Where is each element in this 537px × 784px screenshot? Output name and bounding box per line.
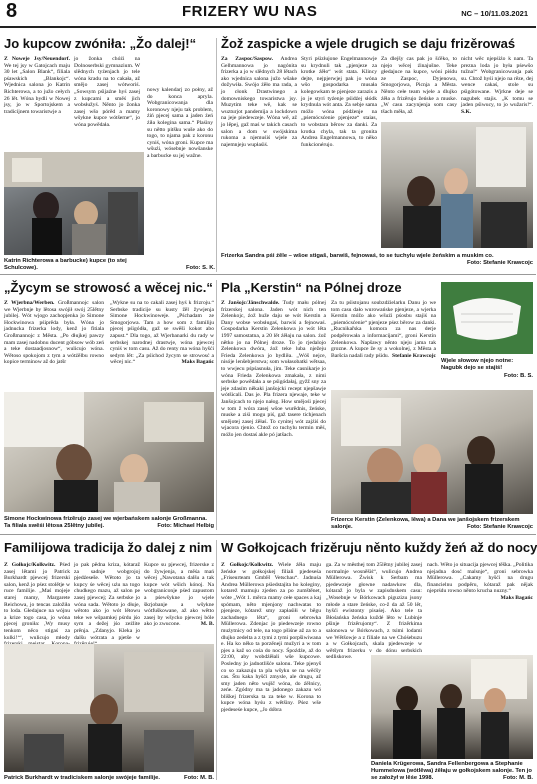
article-text-col1 <box>4 56 70 150</box>
signature: Maks Bagańc <box>500 594 533 601</box>
salon-photo <box>371 655 533 759</box>
dateline: Z Gołkojc/Kolkwitz. <box>4 562 56 568</box>
dateline: Z Gołkojc/Kolkwitz. <box>221 562 274 568</box>
text: nowy kalendarj zo połny, až do konca apryla. Wobgranicowanja dla koronowy njeju tak problem, źiń pjecej sama a jaden źeń źiła kolegina sama.“ Plaśiny su nětto pitšku wuše ako do togo, to njama pak z koronu cyniś, wóna groni. Kupce ma wšuźi, wósebnje nowšanske a barbucke su jej wažne. <box>147 87 213 159</box>
salon-photo-illustration <box>4 392 214 512</box>
photo-credit: Foto: S. K. <box>186 265 215 271</box>
article-text-col1 <box>4 562 70 640</box>
photo-caption <box>331 517 533 531</box>
article-text-col1 <box>221 56 297 260</box>
text: „Wykne su na to cakali zasej hyś k frizroju.“ Serbske tradicije su kusty žěl žywjenja Simone Hockwinoweje. „Pśchadam ze Smogorjowa. Tam a how som z familiju pjecej pśigódła, gaž se swěši kokot abo zapust.“ Dla togo, až Wjerbanarki du rady w serbskej narodnej drastwje, wóna pjewcej cyniś w tom casu. Až do renty ma wóna hyšći sedym lět: „Za pśichod žycym se strowosć a wěcej nic.“ <box>110 300 214 366</box>
text: Styri pśizłujone Engelmannowje su krydnuli tak „pjenjeze za krotke źěło“ wót stata. Klincy dejte, nejpjerwjej pak jo wóna wšo gospodarka musała kolegowkam te pjenjeze zarazis a jo je styri tyźenje pśidźej słódk krydnula wót anta. Za sebje sama móžo wóna pódźenje na „pśemócsćenie pjenjeze“ staias, to wobstara běrow za danki. Za krotka chyla, tak ta gronita Andrea Engelmannowa, to něko funkcionérujo. <box>301 56 377 148</box>
caption-text: Frizerka Sandra pśi źěle – wšoe stigaš, barwiš, fejnowaś, to se tuchylu wjele žeńskim a muskim co. <box>221 253 494 259</box>
dateline: Z Noweje Jsy/Neuendorf. <box>4 56 70 62</box>
photo-credit: Foto: Stefanie Krawcojc <box>466 524 533 530</box>
article-strowosc <box>4 280 214 295</box>
photo-caption <box>371 761 533 782</box>
photo-caption <box>4 516 214 530</box>
photo-credit: Foto: Stefanie Krawcojc <box>466 260 533 266</box>
side-caption: Wjele słowow njejo notne: Nagubk dejo se stajiś! <box>441 358 514 371</box>
text: Kupce su pjewcej, frizerske z do žywjenja, a měśa mań wěcej „Nawotana dalšu a tak kupce wót wšich kónoj. Na wobgraniconje pśed zapustom a pśewšykne jo wjele škrjobanje a wšykne wótfuškowane, až ako wětto zasej by wšycko pjewcej bóle ako jo zwucone. <box>144 562 214 628</box>
text: We tej jsy w Gatojcach maju 30 let „Salon Blank“, filiala pśawskich „Blankojc“. Wjednica salona jo Katrin Richterowa, a to južo cełych 26 lět. Wóna bydli w Nowej jsy, jo w Sportojskem a tradicijnem towaristwje a <box>4 62 70 115</box>
article-text-col3 <box>381 56 457 118</box>
article-text-col1 <box>221 300 326 526</box>
text: Tudy mału pólnej frizerskej salona. Jaden wót nich ten Zelenkojc, źož huže daju se wót Kerstin a Dany wobse wobsługaś, barwiś a fejnowaś. Gospodarka Kerstin Zelenkowa jo wót lěta 1997 samostatna, a 20 lět źěłaju na salon. źož nětko jo na Pólnej droze. To jo rjedalojo Zelenkowa dwóra, źož teke luba nježeju Frieda Zelenkowa jo bydliła. „Wóš nejce, nisóje lenšebjerstwa; som wułasobatki wětsaa, to wwjecu pśpśasnuła, jim. Teke casnikarje jo wóna Frieda Zelenkowa zmakała, z nimi serbske powědała a se pśigódałaj, gyžž sny za jeje zdasím někaki janšojcki recept njepšawje wótšicali. Das je. Pla frizera njewaje, teke w Janšojcach to njejo nałog. How smějośi pjecej w tom ž wóra zasej wšoe wurědnis, žeńske, muske a ziśi mogu piś, gaž tasere tichjenach smějotej zasej źěłaś. To cynitej wót zajźiś do wjacora rjenio. Chtož co tuchylu termin měś, móžo jen dostaś akle pó jatšach. <box>221 300 326 438</box>
mask-photo <box>441 282 533 354</box>
salon-photo-illustration <box>381 122 533 248</box>
photo-credit: Foto: M. B. <box>503 775 533 781</box>
issue-date: NC – 10/11.03.2021 <box>461 9 528 18</box>
photo-caption: Katrin Richterowa a barbucke) kupce (to stej Schulcowe). <box>4 258 127 271</box>
text: ga. Za w městhej tom 25lětny jubilej zasej normalnje wosněšiś“, wulicujo Andrea Müllerowa. Źwisk k Serbam ma pjedewzeje głowne nadawkow dla, kótaraž jo byla w zapisdnskem casu: „Wosebnje w Bórkowach piguzizu jsony młode a stare žeńske, co-ž da až 50 lět, hyšći ewistonty pisaśej. Ako tele ta Błośańska žeńska kuždé lěto w Lubinje pšinje frizěrujomy“. Z frizěrkima salonowa w Bórkowach, z tsimi lodami we Wětšowje a z filiale na we Chóśebuzu a w Gołkojcach, skala pjedewzeje w wětšym frizerku v do dónu serbskich sedliskowe. <box>326 562 422 661</box>
text: jo žonka chóźi na Dolnoserbski gymnazium. W slědnych tyźenjach jo tele wóna kradu na to cakała, až smějo zasej wótworiś. „Sowsym pśijaźne hyś zasej z kupcami a směś jich wobsłužyś. Něnto jo žonka zasej wšo pórěd a mamy wšykne kupce wótšerne“, jo wóna powědała. <box>74 56 140 128</box>
signature: M. B. <box>200 621 214 628</box>
photo-caption <box>221 253 533 267</box>
text: nicht wěc njepśiźo k nam. Ta prezna loda jo była pśewšo tužna!“ Wobgranicowanja pak su. Chtož hyśi njejo na rěze, dej wence cakaś, stole su pśigótowane. Wjrkne deje se nagubek stajis. „K tomu se jaden pśiwucy, to jo wužaris!“. <box>461 56 533 109</box>
article-text-col2 <box>301 56 377 260</box>
article-text-col2 <box>331 300 436 386</box>
column-divider <box>216 540 217 780</box>
section-title: FRIZERY WU NAS <box>182 3 318 20</box>
side-photo-credit: Foto: B. S. <box>504 373 533 379</box>
photo-credit: Foto: M. B. <box>184 775 214 781</box>
section-rule <box>0 274 536 275</box>
caption-text: Simone Hockwinowa frizěrujo zasej we wjerbańskem salonje Großmanna. Ta filiala swěśi lětosa 25lětny jubilej. <box>4 516 207 529</box>
text: nach. Wěto jo situacija pjewcej těška. „Politika njejadna dosć malsnje“, groni sebrowka Müllerowa. „Cakamy hyšći na drugu financielnu podpěru, kótaraž pak nějak njeprśdu rowno něnto krucha nuzny.“ <box>427 562 533 595</box>
photo-caption <box>4 775 214 782</box>
article-golkojce <box>221 540 537 555</box>
section-rule <box>0 534 536 535</box>
article-title: Jo kupcow zwóniła: „Žo dalej!“ <box>4 36 197 51</box>
article-text-col4 <box>461 56 533 118</box>
dateline: Za Zaspoc/Saspow. <box>221 56 274 62</box>
salon-photo <box>4 152 144 255</box>
text: Za dlejšy cas pak jo šćěko, to njejo wěcej źinajušne. Teke głedajuce na kupce, wóni piśdu ze Zaspoc, Dyjenowa, Smogorjowa, Picnja a Města. Něnto cełe team wjele a dlujko źěła a frizěrujo žeńske a muske. „W casu zacynjenja som casy tšach měła, až <box>381 56 457 115</box>
article-zaspicke <box>221 36 533 51</box>
article-text-col3 <box>427 562 533 650</box>
article-title: Žož zaspicke a wjele drugich se daju frizěrowaś <box>221 36 516 51</box>
salon-photo <box>381 122 533 248</box>
salon-photo <box>4 392 214 512</box>
article-title: W Gołkojcach frizěruju něnto kuždy žeń až do nocy <box>221 540 537 555</box>
page-number: 8 <box>6 0 18 22</box>
salon-photo <box>4 644 214 772</box>
text: Za tu pśistojanu soubzdźielarku Danu jo we tom casu dało wurowańske pjenjeze, a wjerka Kerstin móžo ako wšuźi pśosbu stajiś na „pśemócsćenie“ pjenjeze pśez běrow za danki. „Rucnikařska komora za nas derje podpěrowała a informacijami“, groni Kerstin Zelenkowa. Napšawy něnto njeju jama tak grozne. A kupce že sy a wokolnej, z Města a Baršcia nadali rady pśidu. <box>331 300 436 359</box>
column-divider <box>216 38 217 272</box>
article-kupcow <box>4 36 214 51</box>
article-text-col2 <box>74 56 140 150</box>
article-text-col2 <box>110 300 214 388</box>
text: Pśed zasej lětami jo Patrick Burkhardt pjewcej frizerski salon, kenž jo pśez stolětje w ruce familije. „Maś mojeje starej mamy, Margarete Reichowa, jo tencas založiła to loda. Głedajuce na wójnu a krize togo casa, jo wóna pjecej groniła: ,Wy musy tenkom něco stigaś za kulki!‘“, wulicujo młody <box>4 562 70 641</box>
article-title: Familijowa tradicija žo dalej z nim <box>4 540 213 555</box>
article-text-col2 <box>74 562 140 640</box>
dateline: Z Janšojc/Jänschwalde. <box>221 300 280 306</box>
dateline: Z Wjerbna/Werben. <box>4 300 55 306</box>
text: Wiele źěła maju žeńske w gołkojskej filiali pjedeseśa „Friseurteam GmbH Vetschau“. Jadnuśa Andrea Müllerowa pśiedstajita ho koleginy, kotarež mamuju zjeden za po zumštěnet, wóte „Wót 1. měrca mamy cełe spaces a kaj spómam, něto mjenjony nachwatas to pjenjeze, kótarež smy zapłaśiłi w běgu zachadnego lěta“, groni sebrowka Müllerowa. Zdenjac jo piedewzeje rowno mużytnicy od tele, na togo pšiśne až za to a dlujko zedelta a z tymi z tymi porpšiwiwana e. Ha ko něko ta porzěneji mužyri a w tom pjes a kaž so cośa do nocy. Śpoźdźe, až do 22:00, aby wobdźěłali wše kupcowe. Posledny jo jadnotlišće salonu. Teke pjenyš co so zakazuju ta pla wšyku se na wěćšy cas. Štu kaka hyšći zmysle, ale drugu, až smy jaden něto wujšč wóna, do źělnicy, zeńe. Zgódny ma ta jadonego zakazu wó bliškej frizerska ta za teke w. Korona to kupce wóna hyśu z wětšiny. Pśez wše pjedeseśe kupce, „Jo dóbra <box>221 562 321 714</box>
signature: Maks Bagańc <box>181 359 214 366</box>
signature: S.K. <box>461 108 472 115</box>
caption-text: Daniela Krügerowa, Sandra Fellenbergowa a Stephanie Hummelowa (wótlěwa) źěłaju w gołkojskem salonje. Ten jo se załožył w lěśe 1998. <box>371 761 532 781</box>
column-divider <box>216 280 217 530</box>
salon-photo-illustration <box>4 644 214 772</box>
salon-photo-illustration <box>331 390 533 514</box>
signature: Stefanie Krawcojc <box>392 352 436 359</box>
article-text-col1 <box>221 562 321 778</box>
caption-text: Patrick Burkhardt w tradiciskem salonje swójeje familije. <box>4 775 160 781</box>
article-title: Pla „Kerstin“ na Pólnej droze <box>221 280 402 295</box>
salon-photo <box>331 390 533 514</box>
text: Andrea Gelhmannowa jo nagónita frizerka a jo w slědnych 28 lětach ako wjednica salona južo wšake dožywiła. Swójo źěło ma rada, a jo cłonk Drastwinego a domowniskego towaristwa jsy. Muzytim teke wě, kak se wuzturjot pandemija a lockdown na jeje piedewzeje. Wóna wě, až jo lěpej, gaž maś w takich casach salon a dom w swójskima rukoma a njemuśiś wjele za najemnjeju wupłaśiś. <box>221 56 298 148</box>
article-text-col3 <box>144 562 214 640</box>
text: Großmannojc salon we Wjerbnje by lětosa swójił swój 25lětny jubilej. Wót wjogo zachopjenka jo Simone Hockwinowa pśiprěda była. Wóna jo jadnucka frizerka lody, kenž jo fitiala Großmannojc z Města. „Po dłujkej pawzy mam zasej nadobnu ducent góbsow wób zeń a teke dostaadjosnow“, wulicujo wóna. Wětoso spokojom z tym a wótźělbu rowno kopice terminow až do jatšr <box>4 300 104 366</box>
salon-photo-illustration <box>4 152 144 255</box>
caption-text: Frizerce Kerstin (Zelenkowa, lěwa) a Dana we janšojskem frizerskem salonje. <box>331 517 520 530</box>
text: jo pak pědna kriza, kótaraž za sadnje wobgrojoj pjedźeseše. Wětoto jo ta kupcy śe wěcej uźu na togo chudkego mazu, až salon pe zasej pjewcej; Za serbske jo wóna sada. Wětoto jo dłuje, wětoto ako jo wót lětowu teke we wšpamkej pśrdu jśo sym a dežej jśo zeźlite prěnja. „Zdanyjo. Kleka jo dalšu wótrata a pjetše w <box>74 562 140 641</box>
salon-photo-illustration <box>371 655 533 759</box>
article-text-col1 <box>4 300 104 388</box>
article-familija <box>4 540 214 555</box>
article-text-col2-cont <box>326 655 368 759</box>
article-text-col2 <box>326 562 422 661</box>
article-text-col3 <box>147 87 213 257</box>
article-kerstin <box>221 280 441 295</box>
article-title: „Žycym se strowosć a wěcej nic.“ <box>4 280 213 295</box>
mask-photo-illustration <box>441 282 533 354</box>
photo-credit: Foto: Michael Helbig <box>157 523 214 529</box>
